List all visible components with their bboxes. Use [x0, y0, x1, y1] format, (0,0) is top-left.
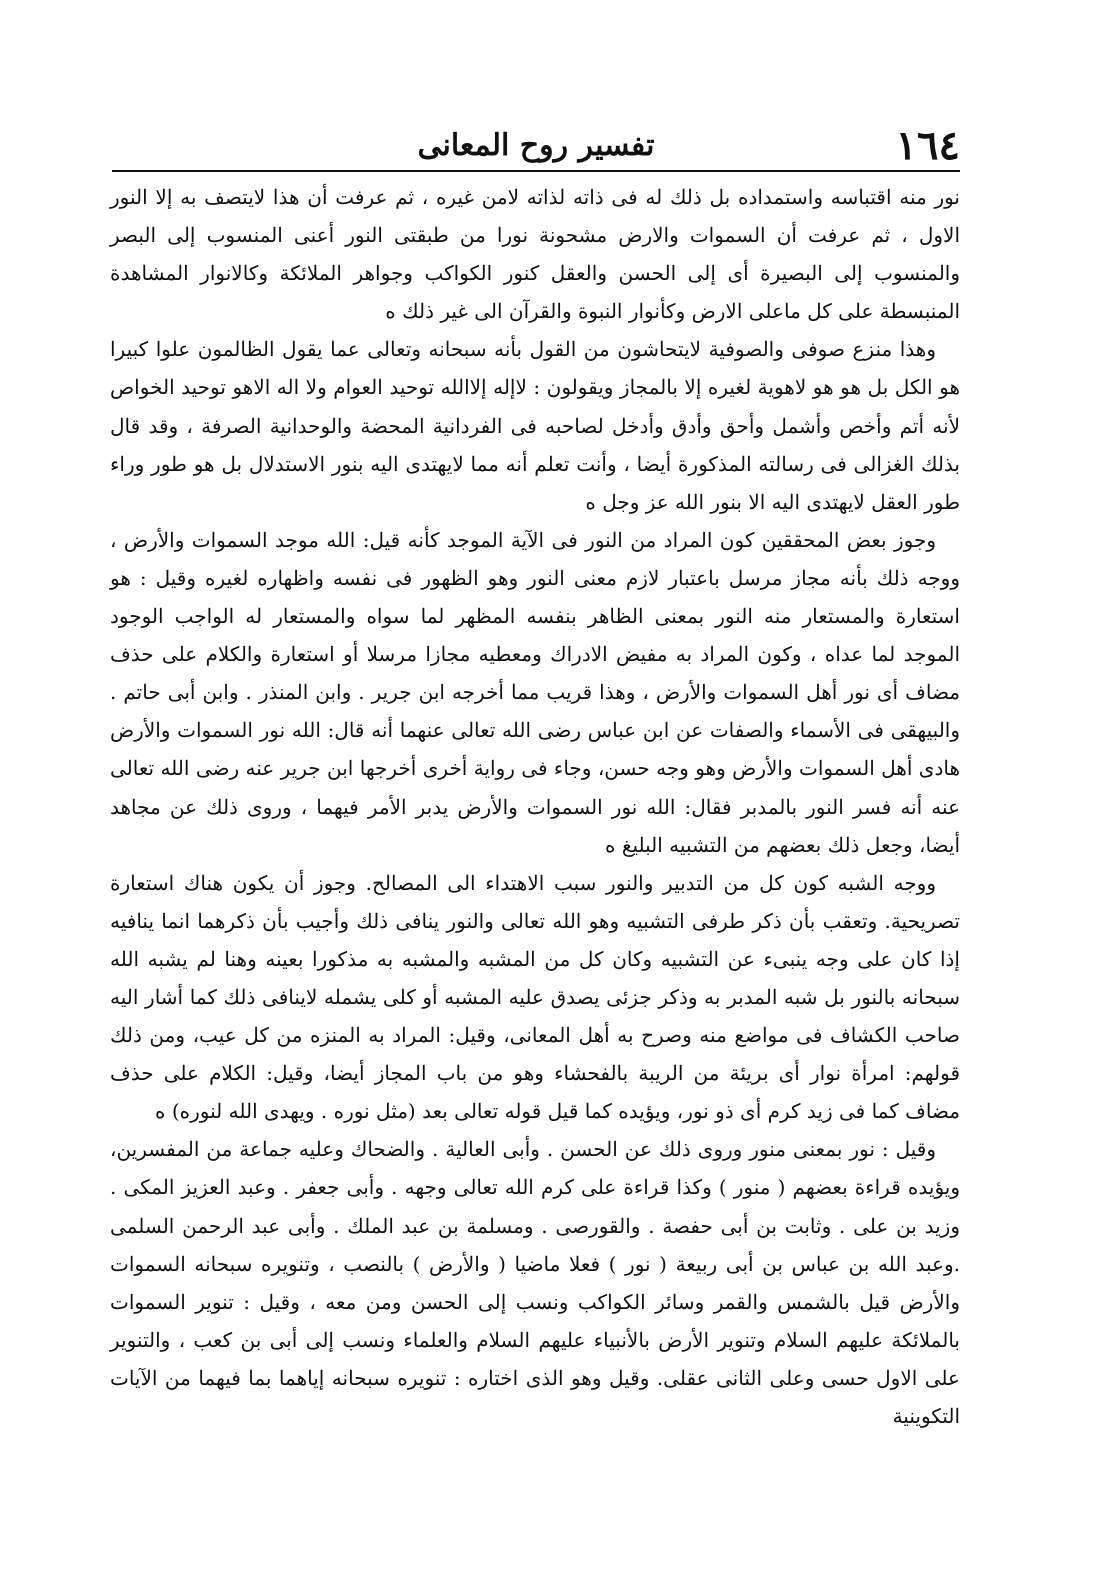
book-title: تفسير روح المعانى	[417, 128, 655, 163]
main-text	[110, 178, 960, 1470]
paragraph-2: وهذا منزع صوفى والصوفية لايتحاشون من القول بأنه سبحانه وتعالى عما يقول الظالمون علوا كبيرا هو الكل بل هو هو لاهوية لغيره إلا بالمجاز ويقولون : لاإله إلاالله توحيد العوام ولا اله الاهو توحيد الخواص لأنه أتم وأخص وأشمل وأحق وأدق وأدخل لصاحبه فى الفردانية المحضة والوحدانية الصرفة ، وقد قال بذلك الغزالى فى رسالته المذكورة أيضا ، وأنت تعلم أنه مما لايهتدى اليه بنور الاستدلال بل هو طور وراء طور العقل لايهتدى اليه الا بنور الله عز وجل ه	[110, 337, 960, 514]
paragraph-4: ووجه الشبه كون كل من التدبير والنور سبب الاهتداء الى المصالح. وجوز أن يكون هناك استعارة تصريحية. وتعقب بأن ذكر طرفى التشبيه وهو الله تعالى والنور ينافى ذلك وأجيب بأن ذكرهما انما ينافيه إذا كان على وجه ينبىء عن التشبيه وكان كل من المشبه والمشبه به مذكورا بعينه وهنا لم يشبه الله سبحانه بالنور بل شبه المدبر به وذكر جزئى يصدق عليه المشبه أو كلى يشمله لاينافى ذلك كما أشار اليه صاحب الكشاف فى مواضع منه وصرح به أهل المعانى، وقيل: المراد به المنزه من كل عيب، ومن ذلك قولهم: امرأة نوار أى بريئة من الريبة بالفحشاء وهو من باب المجاز أيضا، وقيل: الكلام على حذف مضاف كما فى زيد كرم أى ذو نور، ويؤيده كما قيل قوله تعالى بعد (مثل نوره . ويهدى الله لنوره) ه	[110, 870, 960, 1124]
paragraph-3: وجوز بعض المحققين كون المراد من النور فى الآية الموجد كأنه قيل: الله موجد السموات والأرض ، ووجه ذلك بأنه مجاز مرسل باعتبار لازم معنى النور وهو الظهور فى نفسه واظهاره لغيره وقيل : هو استعارة والمستعار منه النور بمعنى الظاهر بنفسه المظهر لما سواه والمستعار له الواجب الوجود الموجد لما عداه ، وكون المراد به مفيض الادراك ومعطيه مجازا مرسلا أو استعارة والكلام على حذف مضاف أى نور أهل السموات والأرض ، وهذا قريب مما أخرجه ابن جرير . وابن المنذر . وابن أبى حاتم . والبيهقى فى الأسماء والصفات عن ابن عباس رضى الله تعالى عنهما أنه قال: الله نور السموات والأرض هادى أهل السموات والأرض وهو وجه حسن، وجاء فى رواية أخرى أخرجها ابن جرير عنه رضى الله تعالى عنه أنه فسر النور بالمدبر فقال: الله نور السموات والأرض يدبر الأمر فيهما ، وروى ذلك عن مجاهد أيضا، وجعل ذلك بعضهم من التشبيه البليغ ه	[110, 527, 960, 857]
page-header	[112, 118, 960, 170]
paragraph-5: وقيل : نور بمعنى منور وروى ذلك عن الحسن . وأبى العالية . والضحاك وعليه جماعة من المفسرين، ويؤيده قراءة بعضهم ( منور ) وكذا قراءة على كرم الله تعالى وجهه . وأبى جعفر . وعبد العزيز المكى . وزيد بن على . وثابت بن أبى حفصة . والقورصى . ومسلمة بن عبد الملك . وأبى عبد الرحمن السلمى .وعبد الله بن عباس بن أبى ربيعة ( نور ) فعلا ماضيا ( والأرض ) بالنصب ، وتنويره سبحانه السموات والأرض قيل بالشمس والقمر وسائر الكواكب ونسب إلى الحسن ومن معه ، وقيل : تنوير السموات بالملائكة عليهم السلام وتنوير الأرض بالأنبياء عليهم السلام والعلماء ونسب إلى أبى بن كعب ، والتنوير على الاول حسى وعلى الثانى عقلى. وقيل وهو الذى اختاره : تنويره سبحانه إياهما بما فيهما من الآيات التكوينية	[110, 1137, 960, 1428]
header-rule	[112, 170, 960, 172]
page-number: ١٦٤	[895, 122, 960, 169]
paragraph-1: نور منه اقتباسه واستمداده بل ذلك له فى ذاته لذاته لامن غيره ، ثم عرفت أن هذا لايتصف به إلا النور الاول ، ثم عرفت أن السموات والارض مشحونة نورا من طبقتى النور أعنى المنسوب إلى البصر والمنسوب إلى البصيرة أى إلى الحسن والعقل كنور الكواكب وجواهر الملائكة وكالانوار المشاهدة المنبسطة على كل ماعلى الارض وكأنوار النبوة والقرآن الى غير ذلك ه	[110, 185, 960, 324]
